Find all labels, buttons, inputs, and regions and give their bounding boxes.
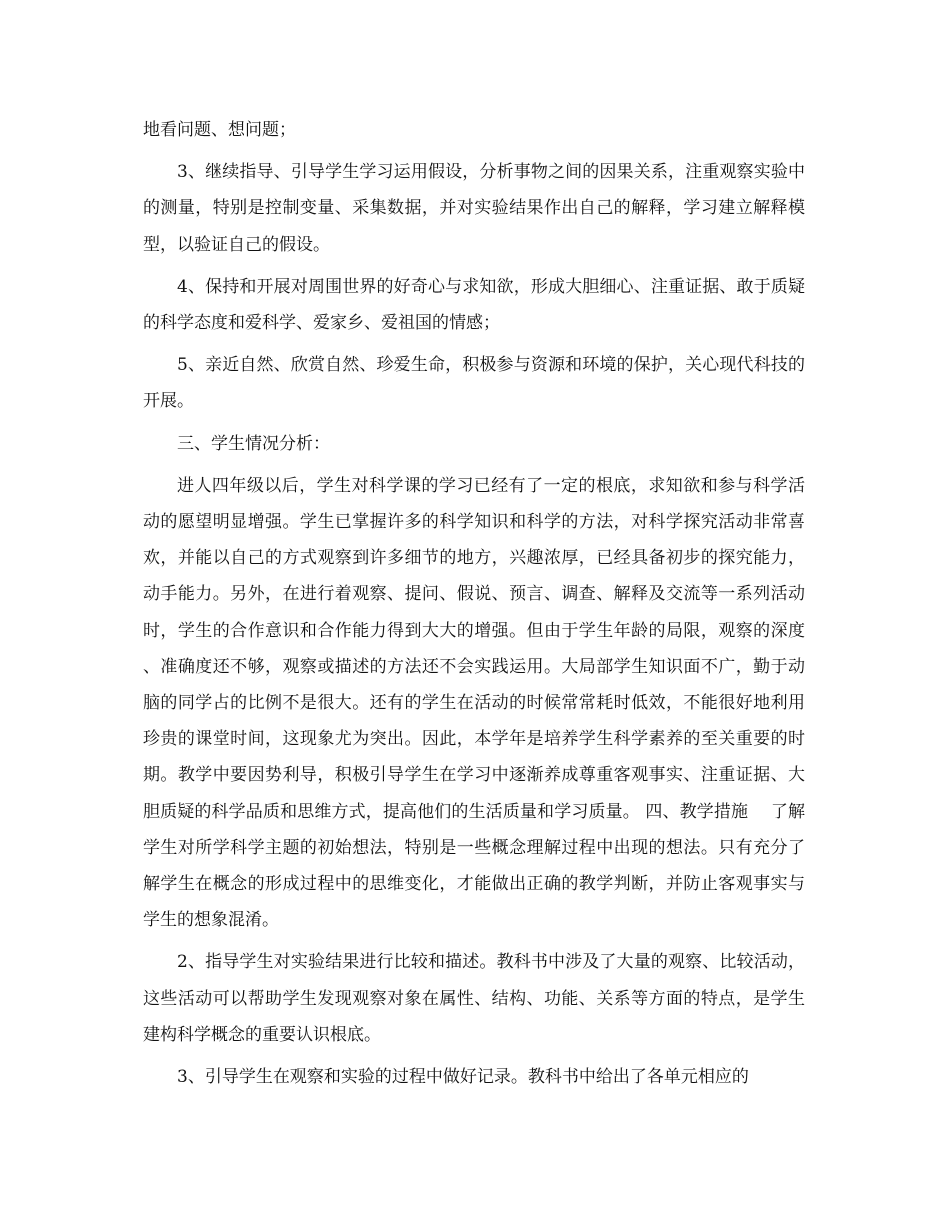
document-body — [143, 112, 805, 1101]
paragraph-continuation: 地看问题、想问题； — [143, 120, 296, 140]
paragraph-goal-4: 4、保持和开展对周围世界的好奇心与求知欲，形成大胆细心、注重证据、敢于质疑的科学态度和爱科学、爱家乡、爱祖国的情感； — [143, 276, 805, 334]
paragraph-student-analysis: 进人四年级以后，学生对科学课的学习已经有了一定的根底，求知欲和参与科学活动的愿望明显增强。学生已掌握许多的科学知识和科学的方法，对科学探究活动非常喜欢，并能以自己的方式观察到许多细节的地方，兴趣浓厚，已经具备初步的探究能力，动手能力。另外，在进行着观察、提问、假说、预言、调查、解释及交流等一系列活动时，学生的合作意识和合作能力得到大大的增强。但由于学生年龄的局限，观察的深度、准确度还不够，观察或描述的方法还不会实践运用。大局部学生知识面不广，勤于动脑的同学占的比例不是很大。还有的学生在活动的时候常常耗时低效，不能很好地利用珍贵的课堂时间，这现象尤为突出。因此，本学年是培养学生科学素养的至关重要的时期。教学中要因势利导，积极引导学生在学习中逐渐养成尊重客观事实、注重证据、大胆质疑的科学品质和思维方式，提高他们的生活质量和学习质量。 四、教学措施 了解学生对所学科学主题的初始想法，特别是一些概念理解过程中出现的想法。只有充分了解学生在概念的形成过程中的思维变化，才能做出正确的教学判断，并防止客观事实与学生的想象混淆。 — [143, 475, 805, 931]
paragraph-measure-3: 3、引导学生在观察和实验的过程中做好记录。教科书中给出了各单元相应的 — [177, 1067, 749, 1088]
paragraph-goal-5: 5、亲近自然、欣赏自然、珍爱生命，积极参与资源和环境的保护，关心现代科技的开展。 — [143, 355, 805, 412]
paragraph-measure-2: 2、指导学生对实验结果进行比较和描述。教科书中涉及了大量的观察、比较活动，这些活动可以帮助学生发现观察对象在属性、结构、功能、关系等方面的特点，是学生建构科学概念的重要认识根底。 — [143, 952, 805, 1045]
paragraph-goal-3: 3、继续指导、引导学生学习运用假设，分析事物之间的因果关系，注重观察实验中的测量，特别是控制变量、采集数据，并对实验结果作出自己的解释，学习建立解释模型，以验证自己的假设。 — [143, 162, 805, 255]
section-heading-student-analysis: 三、学生情况分析： — [177, 433, 330, 454]
